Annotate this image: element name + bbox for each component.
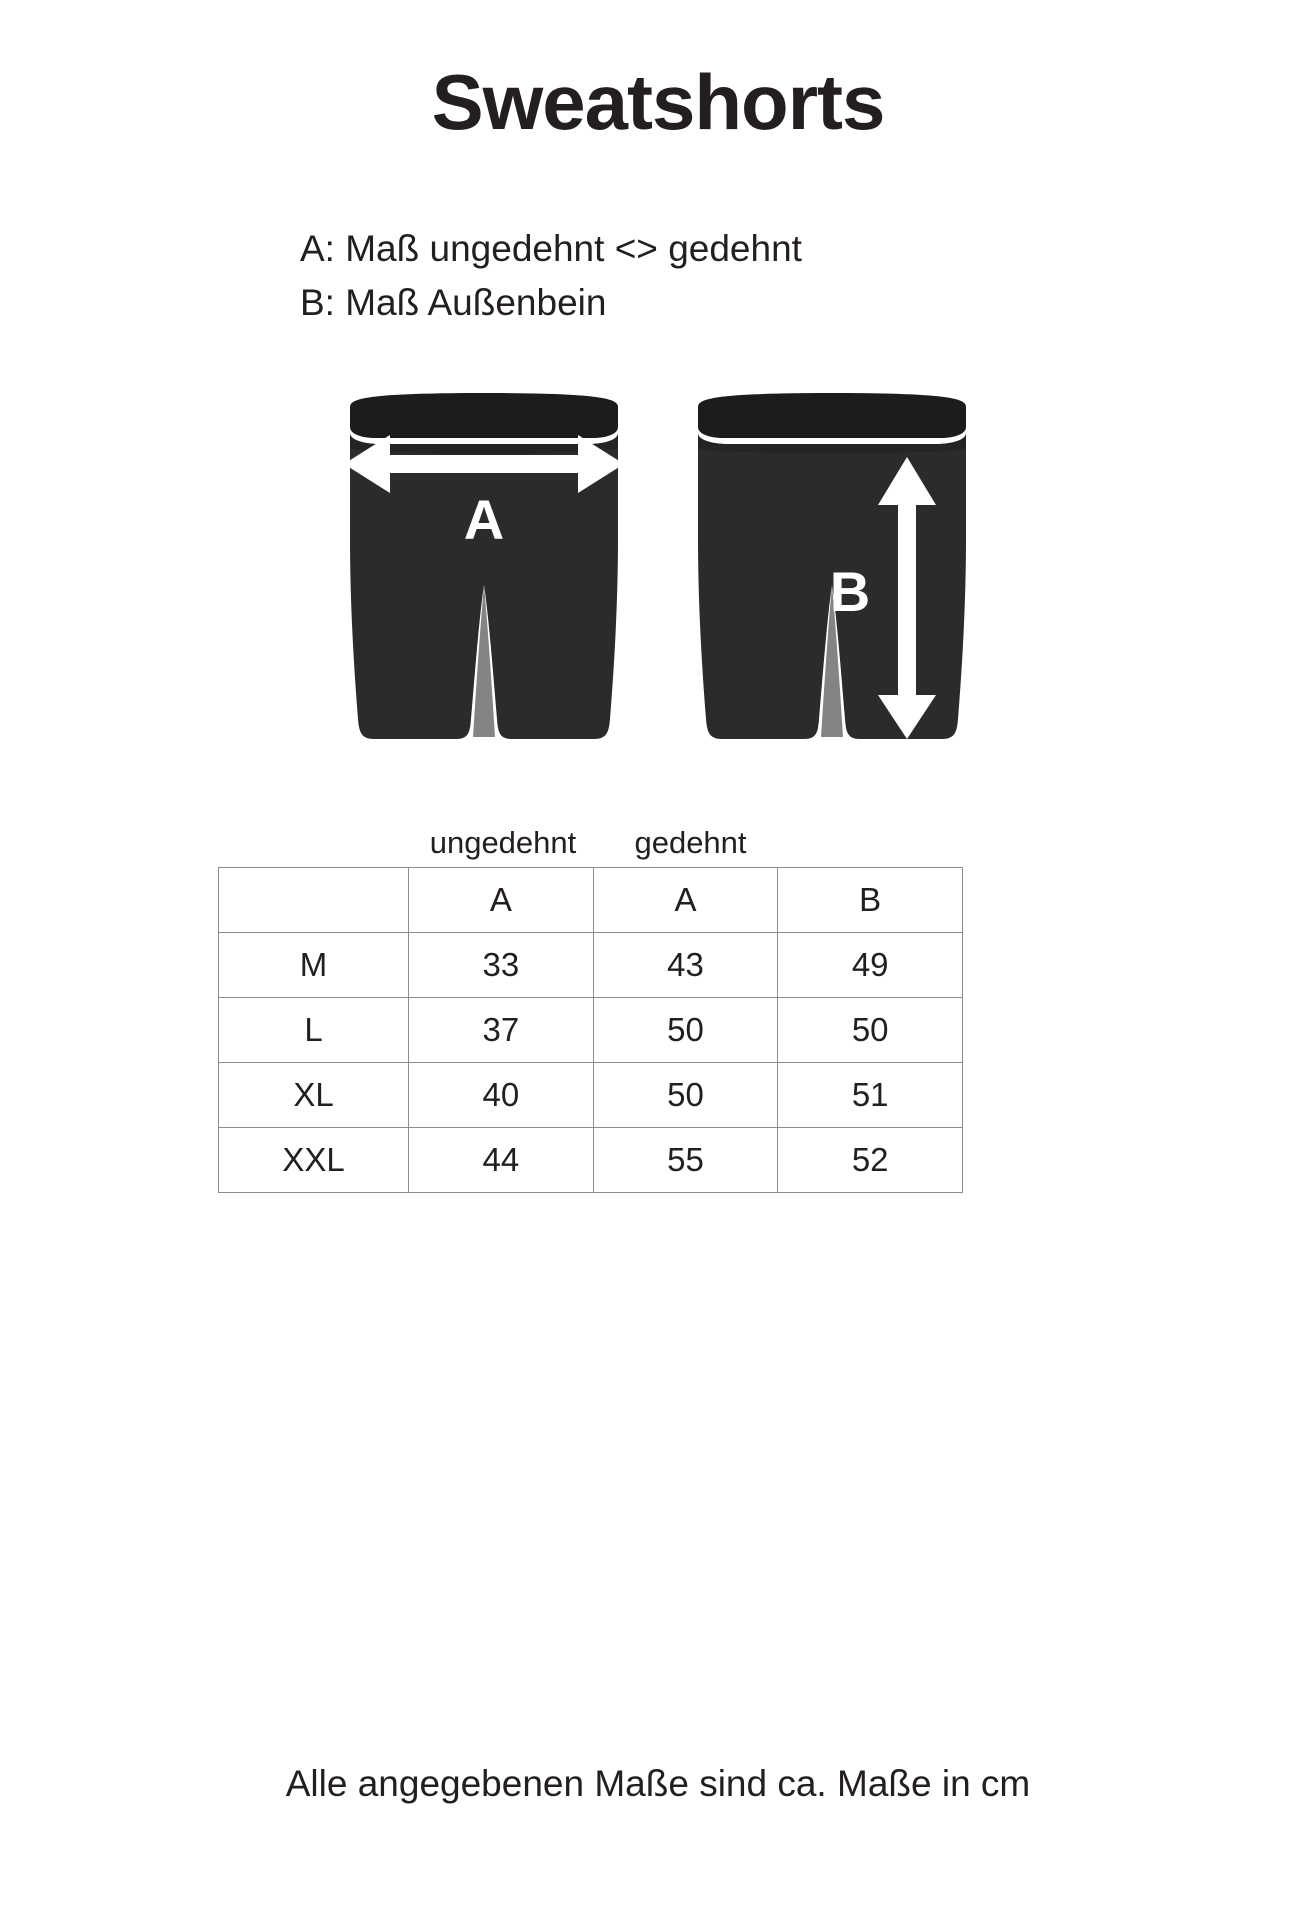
figure-label-a: A (463, 488, 505, 552)
cell-size: XL (219, 1063, 409, 1128)
cell-value: 51 (778, 1063, 963, 1128)
figure-group (0, 389, 1316, 759)
cell-size: M (219, 933, 409, 998)
group-header-gedehnt: gedehnt (634, 825, 747, 861)
cell-value: 43 (593, 933, 778, 998)
cell-value: 44 (409, 1128, 594, 1193)
legend-line-a: A: Maß ungedehnt <> gedehnt (300, 227, 802, 269)
table-header-row (219, 868, 963, 933)
cell-size: XXL (219, 1128, 409, 1193)
table-row (219, 1063, 963, 1128)
figure-shorts-outseam (682, 389, 982, 759)
size-chart-page (0, 58, 1316, 1923)
cell-value: 50 (593, 1063, 778, 1128)
cell-size: L (219, 998, 409, 1063)
header-cell-a-ungedehnt: A (409, 868, 594, 933)
header-cell-b: B (778, 868, 963, 933)
cell-value: 49 (778, 933, 963, 998)
table-row (219, 933, 963, 998)
size-table (218, 867, 963, 1193)
group-header-ungedehnt: ungedehnt (429, 825, 577, 861)
figure-shorts-width (334, 389, 634, 759)
cell-value: 50 (778, 998, 963, 1063)
cell-value: 33 (409, 933, 594, 998)
header-cell-size (219, 868, 409, 933)
size-table-group-headers (218, 825, 1098, 867)
cell-value: 55 (593, 1128, 778, 1193)
legend-line-b: B: Maß Außenbein (300, 281, 607, 323)
group-header-blank (218, 825, 408, 861)
group-header-blank-2 (783, 825, 968, 861)
footnote: Alle angegebenen Maße sind ca. Maße in cm (285, 1763, 1031, 1804)
cell-value: 40 (409, 1063, 594, 1128)
size-table-section (0, 825, 1316, 1193)
cell-value: 52 (778, 1128, 963, 1193)
table-row (219, 1128, 963, 1193)
figure-label-b: B (829, 560, 871, 624)
header-cell-a-gedehnt: A (593, 868, 778, 933)
page-title: Sweatshorts (431, 58, 885, 146)
legend (0, 222, 1316, 329)
cell-value: 50 (593, 998, 778, 1063)
shorts-illustration-front (350, 393, 618, 739)
table-row (219, 998, 963, 1063)
cell-value: 37 (409, 998, 594, 1063)
